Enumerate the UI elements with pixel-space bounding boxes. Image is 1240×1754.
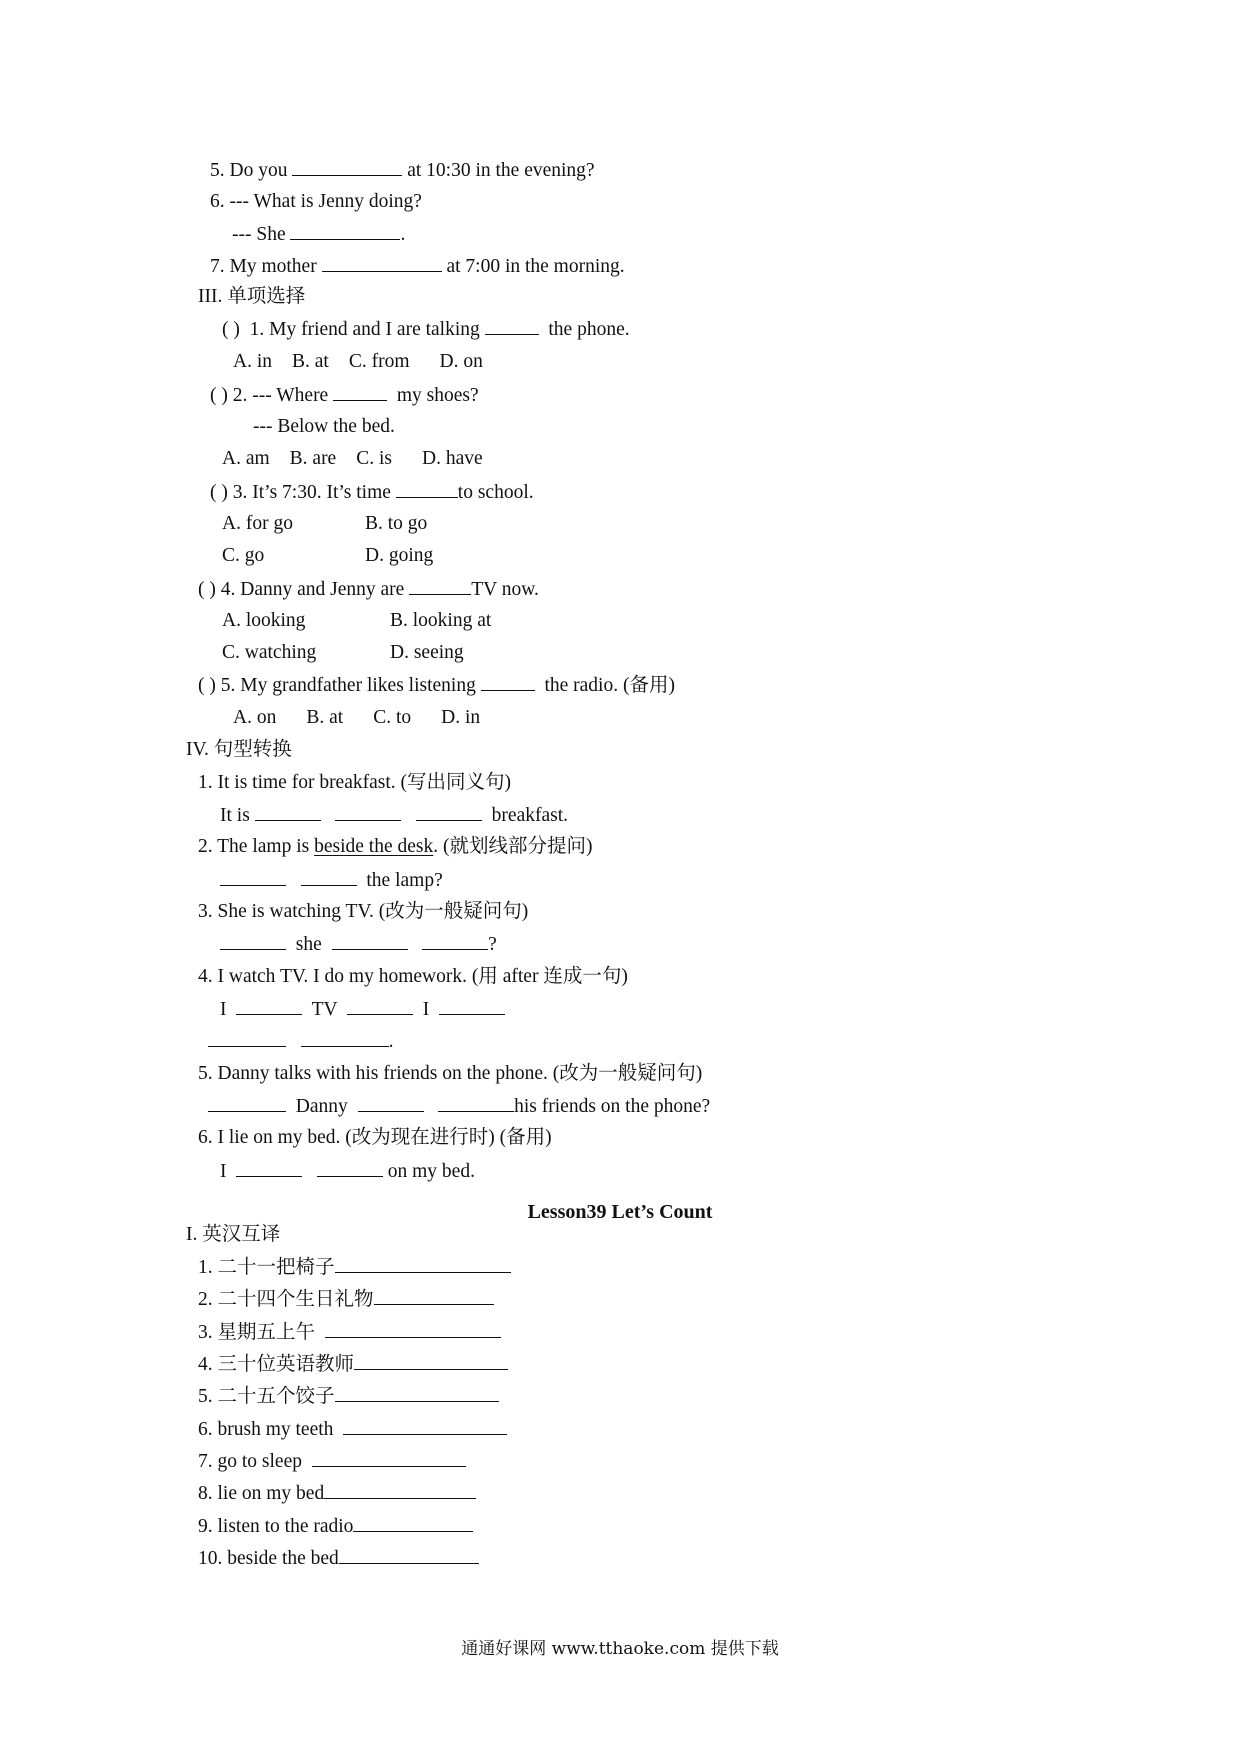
translation-item-1: 1. 二十一把椅子 [198,1255,511,1279]
translation-item-9: 9. listen to the radio [198,1514,473,1538]
mc-question-1-options: A. in B. at C. from D. on [233,351,483,372]
answer-paren[interactable]: ( ) [210,385,228,406]
answer-blank[interactable] [485,317,539,335]
translation-item-3: 3. 星期五上午 [198,1320,501,1344]
mc-question-3-options-row1: A. for go B. to go [222,513,428,534]
transform-question-4: 4. I watch TV. I do my homework. (用 after 连成一句) [198,966,628,987]
mc-question-4: ( ) 4. Danny and Jenny are TV now. [198,579,539,600]
answer-paren[interactable]: ( ) [198,675,216,696]
answer-blank[interactable] [301,1029,389,1047]
answer-blank[interactable] [220,932,286,950]
mc-question-2-answer: --- Below the bed. [253,416,395,437]
answer-blank[interactable] [290,222,400,240]
answer-blank[interactable] [324,1481,476,1499]
fill-question-7: 7. My mother at 7:00 in the morning. [210,256,625,277]
mc-question-1: ( ) 1. My friend and I are talking the phone. [222,319,630,340]
transform-answer-6: I on my bed. [220,1161,475,1182]
answer-paren[interactable]: ( ) [222,319,240,340]
translation-item-6: 6. brush my teeth [198,1417,507,1441]
translation-item-8: 8. lie on my bed [198,1481,476,1505]
transform-answer-4: I TV I [220,997,505,1021]
section-heading-i: I. 英汉互译 [186,1224,281,1245]
answer-blank[interactable] [347,997,413,1015]
answer-blank[interactable] [236,997,302,1015]
mc-question-4-options-row1: A. looking B. looking at [222,610,492,631]
transform-answer-4-cont: . [208,1029,394,1053]
answer-paren[interactable]: ( ) [198,579,216,600]
answer-blank[interactable] [301,868,357,886]
translation-item-10: 10. beside the bed [198,1546,479,1570]
answer-blank[interactable] [353,1514,473,1532]
mc-question-3: ( ) 3. It’s 7:30. It’s time to school. [210,482,534,503]
answer-blank[interactable] [339,1546,479,1564]
section-heading-iv: IV. 句型转换 [186,739,292,760]
answer-blank[interactable] [220,868,286,886]
transform-question-6: 6. I lie on my bed. (改为现在进行时) (备用) [198,1127,552,1148]
answer-blank[interactable] [208,1094,286,1112]
mc-question-2: ( ) 2. --- Where my shoes? [210,385,479,406]
underlined-phrase: beside the desk [314,836,434,857]
answer-blank[interactable] [335,803,401,821]
answer-blank[interactable] [255,803,321,821]
answer-blank[interactable] [317,1159,383,1177]
answer-blank[interactable] [322,254,442,272]
translation-item-7: 7. go to sleep [198,1449,466,1473]
page-footer: 通通好课网 www.tthaoke.com 提供下载 [461,1639,779,1659]
section-heading-iii: III. 单项选择 [198,286,306,307]
answer-paren[interactable]: ( ) [210,482,228,503]
transform-question-3: 3. She is watching TV. (改为一般疑问句) [198,901,529,922]
answer-blank[interactable] [422,932,488,950]
transform-question-1: 1. It is time for breakfast. (写出同义句) [198,772,512,793]
answer-blank[interactable] [325,1320,501,1338]
answer-blank[interactable] [416,803,482,821]
transform-answer-3: she ? [220,932,497,956]
transform-answer-5: Danny his friends on the phone? [208,1094,710,1118]
answer-blank[interactable] [354,1352,508,1370]
mc-question-2-options: A. am B. are C. is D. have [222,448,483,469]
answer-blank[interactable] [236,1159,302,1177]
transform-answer-2: the lamp? [220,868,443,892]
answer-blank[interactable] [409,577,471,595]
mc-question-5-options: A. on B. at C. to D. in [233,707,481,728]
transform-question-2: 2. The lamp is beside the desk. (就划线部分提问) [198,836,593,857]
answer-blank[interactable] [208,1029,286,1047]
answer-blank[interactable] [343,1417,507,1435]
translation-item-5: 5. 二十五个饺子 [198,1384,499,1408]
translation-item-4: 4. 三十位英语教师 [198,1352,508,1376]
answer-blank[interactable] [396,480,458,498]
answer-blank[interactable] [358,1094,424,1112]
fill-question-6-answer: --- She . [232,224,406,245]
translation-item-2: 2. 二十四个生日礼物 [198,1287,494,1311]
transform-answer-1: It is breakfast. [220,805,569,826]
answer-blank[interactable] [333,383,387,401]
answer-blank[interactable] [335,1384,499,1402]
mc-question-3-options-row2: C. go D. going [222,545,434,566]
answer-blank[interactable] [438,1094,514,1112]
answer-blank[interactable] [292,158,402,176]
answer-blank[interactable] [374,1287,494,1305]
answer-blank[interactable] [439,997,505,1015]
lesson-title: Lesson39 Let’s Count [527,1201,713,1223]
fill-question-6: 6. --- What is Jenny doing? [210,191,422,212]
fill-question-5: 5. Do you at 10:30 in the evening? [210,160,595,181]
answer-blank[interactable] [335,1255,511,1273]
answer-blank[interactable] [312,1449,466,1467]
answer-blank[interactable] [481,673,535,691]
transform-question-5: 5. Danny talks with his friends on the phone. (改为一般疑问句) [198,1063,703,1084]
answer-blank[interactable] [332,932,408,950]
mc-question-4-options-row2: C. watching D. seeing [222,642,464,663]
mc-question-5: ( ) 5. My grandfather likes listening the radio. (备用) [198,675,675,696]
